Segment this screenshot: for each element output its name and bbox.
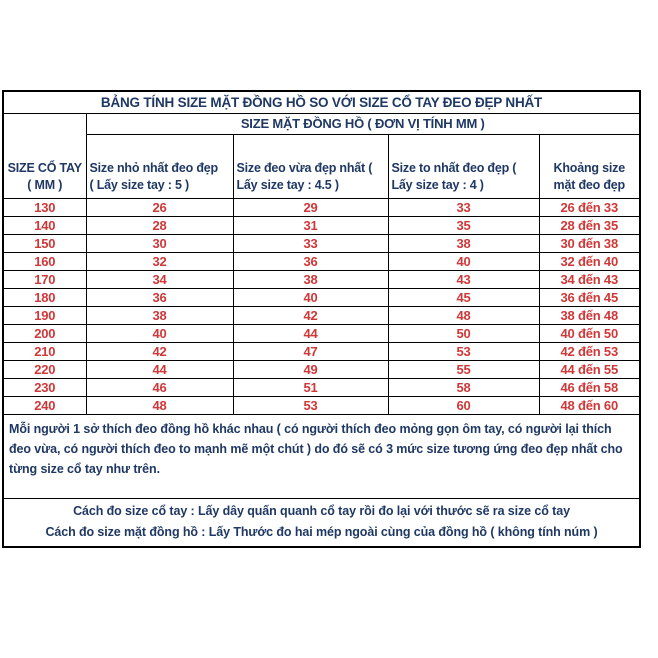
table-row [3, 396, 640, 414]
table-cell: 35 [388, 216, 539, 234]
table-cell: 32 đến 40 [539, 252, 640, 270]
table-cell: 38 [86, 306, 233, 324]
title-row [3, 91, 640, 113]
table-cell: 28 [86, 216, 233, 234]
table-cell: 48 [86, 396, 233, 414]
measure-guide-row [3, 498, 640, 547]
table-cell: 34 đến 43 [539, 270, 640, 288]
table-cell: 50 [388, 324, 539, 342]
table-row [3, 252, 640, 270]
table-cell: 38 [233, 270, 388, 288]
column-header-line: mặt đeo đẹp [553, 177, 625, 192]
table-row [3, 270, 640, 288]
table-cell: 40 [233, 288, 388, 306]
subtitle-row [3, 113, 640, 134]
page-title: BẢNG TÍNH SIZE MẶT ĐỒNG HỒ SO VỚI SIZE CỔ TAY ĐEO ĐẸP NHẤT [3, 91, 640, 113]
table-cell: 29 [233, 198, 388, 216]
table-cell: 53 [233, 396, 388, 414]
table-cell: 32 [86, 252, 233, 270]
table-cell: 44 [233, 324, 388, 342]
table-cell: 40 [86, 324, 233, 342]
measure-guide [3, 498, 640, 547]
column-header-line: Khoảng size [553, 160, 625, 175]
table-cell: 42 [233, 306, 388, 324]
table-cell: 230 [3, 378, 86, 396]
table-row [3, 234, 640, 252]
note-paragraph: Mỗi người 1 sở thích đeo đồng hồ khác nhau ( có người thích đeo mỏng gọn ôm tay, có người lại thích đeo vừa, có người thích đeo to mạnh mẽ một chút ) do đó sẽ có 3 mức size tương ứng đeo đẹp nhất cho từng size cổ tay như trên. [3, 414, 640, 498]
table-cell: 210 [3, 342, 86, 360]
table-cell: 140 [3, 216, 86, 234]
table-cell: 38 [388, 234, 539, 252]
column-header-line: Size đeo vừa đẹp nhất ( [236, 160, 373, 175]
table-cell: 130 [3, 198, 86, 216]
table-cell: 46 [86, 378, 233, 396]
table-row [3, 216, 640, 234]
table-cell: 46 đến 58 [539, 378, 640, 396]
table-cell: 48 [388, 306, 539, 324]
column-header-smallest-size [86, 134, 233, 198]
header-row [3, 134, 640, 198]
measure-guide-line-watch-face: Cách đo size mặt đồng hồ : Lấy Thước đo hai mép ngoài cùng của đồng hồ ( không tính núm ) [45, 525, 598, 540]
table-cell: 36 [86, 288, 233, 306]
column-header-line: Size nhỏ nhất đeo đẹp [89, 160, 218, 175]
table-cell: 240 [3, 396, 86, 414]
table-cell: 34 [86, 270, 233, 288]
table-cell: 28 đến 35 [539, 216, 640, 234]
column-header-line: SIZE CỔ TAY [7, 160, 82, 175]
table-cell: 150 [3, 234, 86, 252]
measure-guide-line-wrist: Cách đo size cổ tay : Lấy dây quấn quanh cổ tay rồi đo lại với thước sẽ ra size cổ tay [73, 504, 570, 518]
table-cell: 49 [233, 360, 388, 378]
table-cell: 33 [233, 234, 388, 252]
table-cell: 30 đến 38 [539, 234, 640, 252]
table-cell: 160 [3, 252, 86, 270]
table-cell: 60 [388, 396, 539, 414]
table-row [3, 288, 640, 306]
column-header-size-range [539, 134, 640, 198]
table-cell: 44 đến 55 [539, 360, 640, 378]
table-cell: 30 [86, 234, 233, 252]
table-cell: 26 đến 33 [539, 198, 640, 216]
size-chart-table [2, 90, 641, 548]
table-cell: 33 [388, 198, 539, 216]
column-header-line: ( Lấy size tay : 5 ) [89, 177, 190, 192]
column-header-line: Lấy size tay : 4 ) [391, 177, 484, 192]
table-cell: 180 [3, 288, 86, 306]
table-cell: 44 [86, 360, 233, 378]
column-header-line: ( MM ) [27, 177, 63, 192]
note-row [3, 414, 640, 498]
table-cell: 42 đến 53 [539, 342, 640, 360]
table-cell: 40 đến 50 [539, 324, 640, 342]
table-row [3, 342, 640, 360]
table-cell: 220 [3, 360, 86, 378]
table-cell: 42 [86, 342, 233, 360]
table-cell: 45 [388, 288, 539, 306]
table-cell: 40 [388, 252, 539, 270]
table-row [3, 198, 640, 216]
table-cell: 53 [388, 342, 539, 360]
column-header-line: Size to nhất đeo đẹp ( [391, 160, 517, 175]
table-cell: 38 đến 48 [539, 306, 640, 324]
table-cell: 36 đến 45 [539, 288, 640, 306]
table-cell: 190 [3, 306, 86, 324]
column-header-line: Lấy size tay : 4.5 ) [236, 177, 339, 192]
column-header-wrist-size [3, 113, 86, 198]
table-cell: 43 [388, 270, 539, 288]
table-cell: 47 [233, 342, 388, 360]
table-cell: 58 [388, 378, 539, 396]
table-cell: 31 [233, 216, 388, 234]
table-cell: 51 [233, 378, 388, 396]
column-header-largest-size [388, 134, 539, 198]
table-cell: 36 [233, 252, 388, 270]
table-cell: 55 [388, 360, 539, 378]
table-row [3, 324, 640, 342]
table-cell: 26 [86, 198, 233, 216]
table-cell: 48 đến 60 [539, 396, 640, 414]
table-row [3, 378, 640, 396]
table-cell: 200 [3, 324, 86, 342]
table-subtitle: SIZE MẶT ĐỒNG HỒ ( ĐƠN VỊ TÍNH MM ) [86, 113, 640, 134]
table-cell: 170 [3, 270, 86, 288]
table-row [3, 306, 640, 324]
table-row [3, 360, 640, 378]
column-header-medium-size [233, 134, 388, 198]
